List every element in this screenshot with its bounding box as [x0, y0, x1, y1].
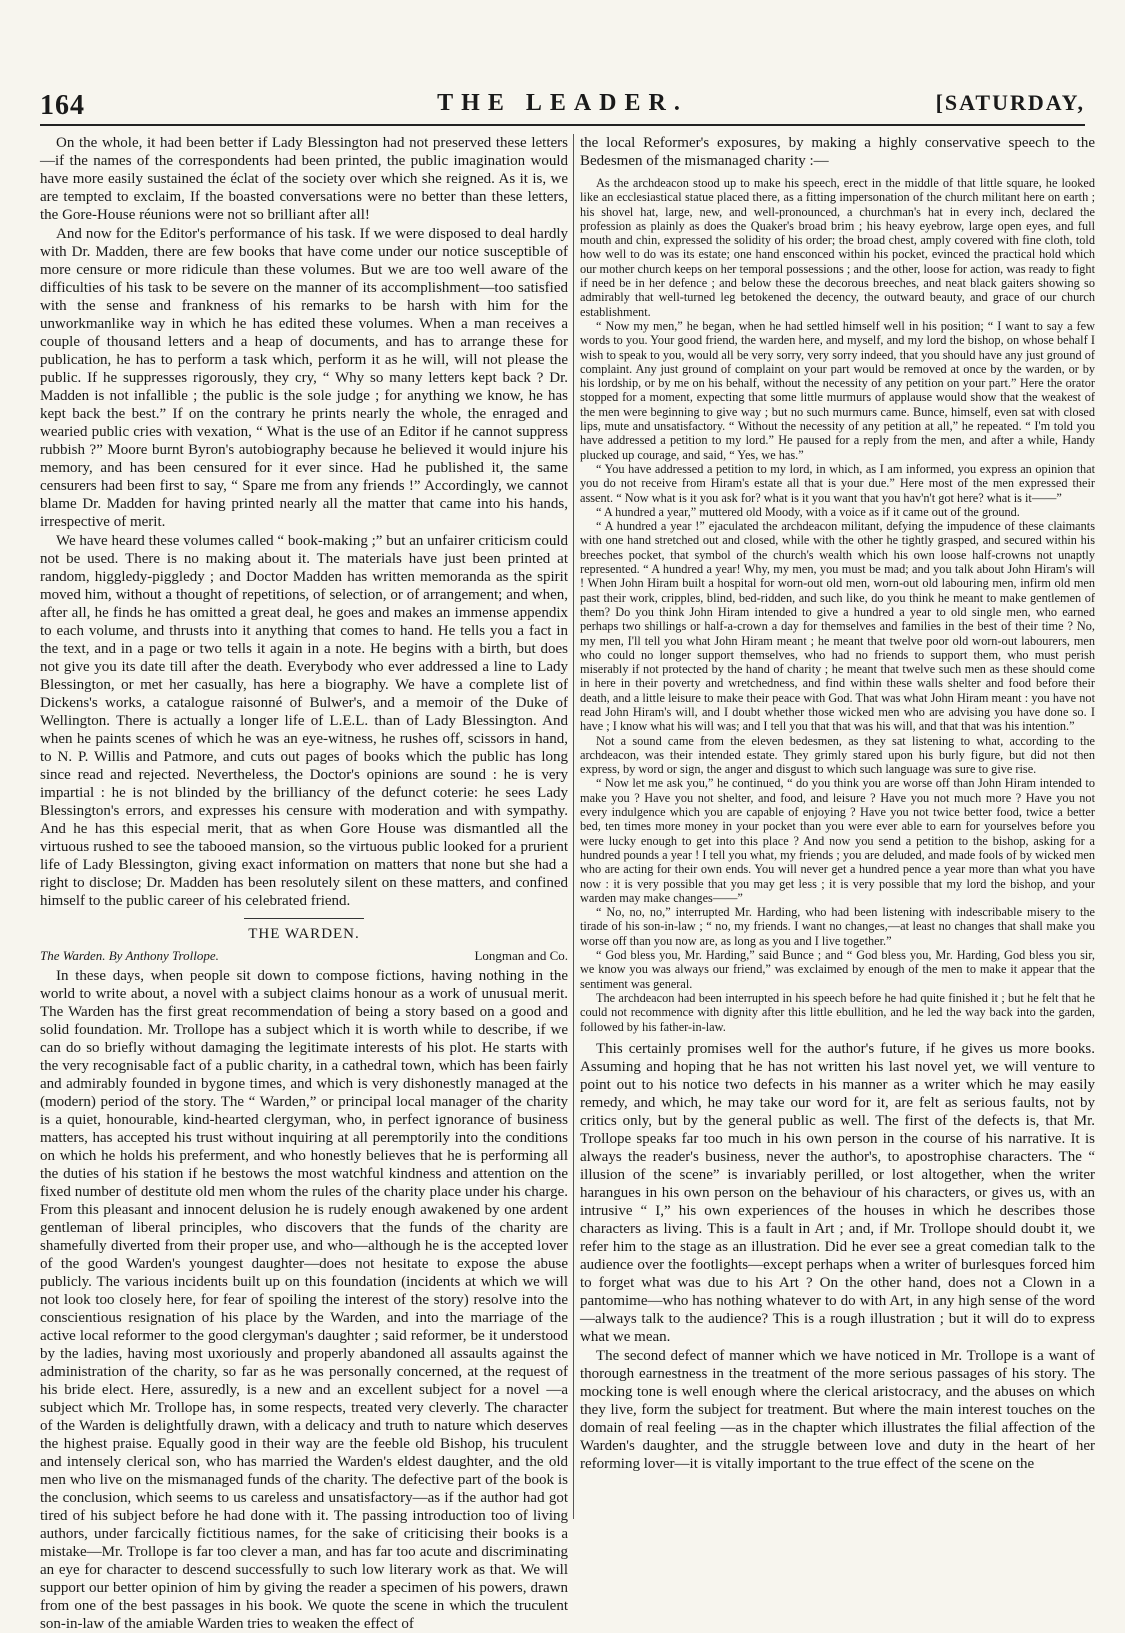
quote-paragraph: As the archdeacon stood up to make his speech, erect in the middle of that little square, he looked like an ecclesiastical statue placed there, as a fitting impersonation of the church militant here on earth ; his shovel hat, large, new, and well-pronounced, a churchman's hat in every inch, declared the profession as plainly as does the Quaker's broad brim ; his heavy eyebrow, large open eyes, and full mouth and chin, expressed the solidity of his order; the broad chest, amply covered with fine cloth, told how well to do was its estate; one hand ensconced within his pocket, evinced the practical hold which our mother church keeps on her temporal possessions ; and the other, loose for action, was ready to fight if need be in her defence ; and below these the decorous breeches, and neat black gaiters showing so admirably that well-turned leg betokened the decency, the outward beauty, and grace of our church establishment. — [580, 176, 1095, 319]
quote-paragraph: Not a sound came from the eleven bedesmen, as they sat listening to what, according to the archdeacon, was their intended estate. They grimly stared upon his burly figure, but did not then express, by word or sign, the anger and disgust to which such language was sure to give rise. — [580, 733, 1095, 777]
column-divider — [573, 134, 574, 1519]
dateline: [SATURDAY, — [935, 90, 1085, 115]
quoted-excerpt — [580, 176, 1095, 1034]
paragraph: the local Reformer's exposures, by making a highly conservative speech to the Bedesmen of the mismanaged charity :— — [580, 135, 1095, 169]
quote-paragraph: “ A hundred a year !” ejaculated the archdeacon militant, defying the impudence of these claimants with one hand stretched out and closed, while with the other he tightly grasped, and secured within his breeches pocket, that symbol of the church's wealth which his own loose half-crowns not unaptly represented. “ A hundred a year! Why, my men, you must be mad; and you talk about John Hiram's will ! When John Hiram built a hospital for worn-out old men, worn-out old labouring men, infirm old men past their work, cripples, blind, bed-ridden, and such like, do you think he meant to make gentlemen of them? Do you think John Hiram intended to give a hundred a year to old single men, who earned perhaps two shillings or half-a-crown a day for themselves and families in the best of their time ? No, my men, I'll tell you what John Hiram meant ; he meant that twelve poor old worn-out labourers, men who could no longer support themselves, who had no friends to support them, who must perish miserably if not protected by the hand of charity ; he meant that twelve such men as these should come in here in their poverty and wretchedness, and find within these walls shelter and food before their death, and a little leisure to make their peace with God. That was what John Hiram meant : you have not read John Hiram's will, and I doubt whether those wicked men who are advising you have done so. I have ; I know what his will was; and I tell you that that was his will, and that that was his intention.” — [580, 519, 1095, 734]
paragraph: The second defect of manner which we have noticed in Mr. Trollope is a want of thorough earnestness in the treatment of the more serious passages of his story. The mocking tone is well enough where the clerical aristocracy, and the abuses on which they live, form the subject for treatment. But where the main interest touches on the domain of real feeling —as in the chapter which illustrates the filial affection of the Warden's daughter, and the struggle between love and duty in the heart of her reforming lover—it is vitally important to the true effect of the scene on the — [580, 1347, 1095, 1472]
section-divider — [244, 918, 364, 919]
right-column — [580, 134, 1095, 1521]
book-title: The Warden. By Anthony Trollope. — [40, 948, 219, 963]
paragraph: On the whole, it had been better if Lady Blessington had not preserved these letters—if the names of the correspondents had been printed, the public imagination would have more easily sustained the éclat of the society over which she reigned. As it is, we are tempted to exclaim, If the boasted conversations were no better than these letters, the Gore-House réunions were not so brilliant after all! — [40, 135, 568, 223]
paragraph: This certainly promises well for the author's future, if he gives us more books. Assuming and hoping that he has not written his last novel yet, we will venture to point out to his notice two defects in his manner as a writer which he may easily remedy, and which, he may take our word for it, are felt as serious faults, not by critics only, but by the general public as well. The first of the defects is, that Mr. Trollope speaks far too much in his own person in the course of his narrative. It is always the reader's business, never the author's, to apostrophise characters. The “ illusion of the scene” is invariably perilled, or lost altogether, when the writer harangues in his own person on the behaviour of his characters, or gives us, with an intrusive “ I,” his own experiences of the houses in which he describes those characters as living. This is a fault in Art ; and, if Mr. Trollope should doubt it, we refer him to the stage as an illustration. Did he ever see a great comedian talk to the audience over the footlights—except perhaps when a writer of burlesques forced him to forget what was due to his Art ? On the other hand, does not a Clown in a pantomime—who has nothing whatever to do with Art, in any high sense of the word—always talk to the audience? This is a rough illustration ; but it will do to express what we mean. — [580, 1040, 1095, 1345]
left-column — [40, 134, 568, 1632]
section-title: THE WARDEN. — [248, 926, 360, 942]
book-reference — [40, 947, 568, 965]
quote-paragraph: “ God bless you, Mr. Harding,” said Bunce ; and “ God bless you, Mr. Harding, God bless you sir, we know you was always our friend,” was exclaimed by enough of the men to make it appear that the sentiment was general. — [580, 948, 1095, 991]
quote-paragraph: “ Now my men,” he began, when he had settled himself well in his position; “ I want to say a few words to you. Your good friend, the warden here, and myself, and my lord the bishop, on whose behalf I wish to speak to you, would all be very sorry, very sorry indeed, that you should have any just ground of complaint. Any just ground of complaint on your part would be removed at once by the warden, or by his lordship, or by me on his behalf, without the necessity of any petition on your part.” Here the orator stopped for a moment, expecting that some little murmurs of applause would show that the weakest of the men were beginning to give way ; but no such murmurs came. Bunce, himself, even sat with closed lips, mute and unsatisfactory. “ Without the necessity of any petition at all,” he repeated. “ I'm told you have addressed a petition to my lord.” He paused for a reply from the men, and after a while, Handy plucked up courage, and said, “ Yes, we has.” — [580, 318, 1095, 462]
quote-paragraph: “ Now let me ask you,” he continued, “ do you think you are worse off than John Hiram intended to make you ? Have you not shelter, and food, and leisure ? Have you not much more ? Have you not every indulgence which you are capable of enjoying ? Have you not twice better food, twice a better bed, ten times more money in your pocket than you were ever able to earn for yourselves before you were lucky enough to get into this place ? And now you send a petition to the bishop, asking for a hundred pounds a year ! I tell you what, my friends ; you are deluded, and made fools of by wicked men who are acting for their own ends. You will never get a hundred pence a year more than what you have now : it is very possible that you may get less ; it is very possible that my lord the bishop, and your warden may make changes——” — [580, 776, 1095, 905]
page-header — [0, 0, 1125, 132]
header-rule — [40, 124, 1085, 126]
paragraph: We have heard these volumes called “ book-making ;” but an unfairer criticism could not be used. There is no making about it. The materials have just been printed at random, higgledy-piggledy ; and Doctor Madden has written memoranda as the spirit moved him, without a thought of repetitions, of selection, or of arrangement; and when, after all, he finds he has omitted a great deal, he goes and makes an immense appendix to each volume, and thrusts into it anything that comes to hand. He tells you a fact in the text, and in a page or two tells it again in a note. He begins with a birth, but does not give you its date till after the death. Everybody who ever addressed a line to Lady Blessington, or met her casually, has here a biography. We have a complete list of Dickens's works, a catalogue raisonné of Bulwer's, and a memoir of the Duke of Wellington. There is actually a longer life of L.E.L. than of Lady Blessington. And when he paints scenes of which he was an eye-witness, he rushes off, scissors in hand, to N. P. Willis and Patmore, and cuts out pages of books which the public has long since read and rejected. Nevertheless, the Doctor's opinions are sound : he is very impartial : he is not blinded by the brilliancy of the defunct coterie: he sees Lady Blessington's errors, and expresses his censure with moderation and with sympathy. And he has this especial merit, that as when Gore House was dismantled all the virtuous rushed to see the tabooed mansion, so the virtuous public looked for a prurient life of Lady Blessington, giving exact information on matters that none but she had a right to disclose; Dr. Madden has been resolutely silent on these matters, and confined himself to the public career of his celebrated friend. — [40, 533, 568, 909]
quote-paragraph: “ No, no, no,” interrupted Mr. Harding, who had been listening with indescribable misery to the tirade of his son-in-law ; “ no, my friends. I want no changes,—at least no changes that shall make you worse off than you now are, as long as you and I live together.” — [580, 905, 1095, 948]
page-number: 164 — [40, 90, 85, 121]
quote-paragraph: “ You have addressed a petition to my lord, in which, as I am informed, you express an opinion that you do not receive from Hiram's estate all that is your due.” Here most of the men expressed their assent. “ Now what is it you ask for? what is it you want that you hav'n't got here? what is it——” — [580, 461, 1095, 505]
paragraph: And now for the Editor's performance of his task. If we were disposed to deal hardly with Dr. Madden, there are few books that have come under our notice susceptible of more censure or more ridicule than these volumes. But we are too well aware of the difficulties of his task to be severe on the manner of its accomplishment—too satisfied with the sense and frankness of his remarks to be harsh with him for the unworkmanlike way in which he has edited these volumes. When a man receives a couple of thousand letters and a heap of documents, and has to arrange these for publication, he has to perform a task which, perform it as he will, will not please the public. If he suppresses rigorously, they cry, “ Why so many letters kept back ? Dr. Madden is not infallible ; the public is the sole judge ; for anything we know, he has kept back the best.” If on the contrary he prints nearly the whole, the enraged and wearied public cries with vexation, “ What is the use of an Editor if he cannot suppress rubbish ?” Moore burnt Byron's autobiography because he believed it would injure his memory, and has been censured for it ever since. Had he published it, the same censurers had been first to say, “ Spare me from any friends !” Accordingly, we cannot blame Dr. Madden for having printed nearly all the matter that came into his hands, irrespective of merit. — [40, 226, 568, 530]
masthead: THE LEADER. — [437, 90, 688, 116]
quote-paragraph: The archdeacon had been interrupted in his speech before he had quite finished it ; but he felt that he could not recommence with dignity after this little ebullition, and he led the way back into the garden, followed by his father-in-law. — [580, 990, 1095, 1034]
paragraph: In these days, when people sit down to compose fictions, having nothing in the world to write about, a novel with a subject claims honour as a work of unusual merit. The Warden has the first great recommendation of being a story based on a good and solid foundation. Mr. Trollope has a subject which it is worth while to describe, if we can do so briefly without damaging the legitimate interests of his plot. He starts with the very recognisable fact of a public charity, in a cathedral town, which has been fairly and admirably founded in bygone times, and which is very dishonestly managed at the (modern) period of the story. The “ Warden,” or principal local manager of the charity is a quiet, honourable, kind-hearted clergyman, who, in perfect ignorance of business matters, has accepted his trust without inquiring at all peremptorily into the conditions on which he holds his preferment, and who honestly believes that he is performing all the duties of his station if he bestows the most watchful kindness and attention on the fixed number of destitute old men whom the rules of the charity place under his charge. From this pleasant and innocent delusion he is rudely enough awakened by one ardent gentleman of liberal principles, who discovers that the funds of the charity are shamefully diverted from their proper use, and who—although he is the accepted lover of the good Warden's youngest daughter—does not hesitate to expose the abuse publicly. The various incidents built up on this foundation (incidents at which we will not look too closely here, for fear of spoiling the interest of the story) resolve into the conscientious resignation of his place by the Warden, and into the marriage of the active local reformer to the good clergyman's daughter ; said reformer, be it understood by the ladies, having most uxoriously and properly abandoned all assaults against the administration of the charity, so far as he was personally concerned, at the request of his bride elect. Here, assuredly, is a new and an excellent subject for a novel —a subject which Mr. Trollope has, in some respects, treated very cleverly. The character of the Warden is delightfully drawn, with a delicacy and truth to nature which deserves the highest praise. Equally good in their way are the feeble old Bishop, his truculent and intensely clerical son, who has married the Warden's eldest daughter, and the old men who live on the mismanaged funds of the charity. The defective part of the book is the conclusion, which seems to us careless and unsatisfactory—as if the author had got tired of his subject before he had done with it. The passing introduction too of living authors, under farcically fictitious names, for the sake of criticising their books is a mistake—Mr. Trollope is far too clever a man, and has far too acute and discriminating an eye for character to descend successfully to such low literary work as that. We will support our better opinion of him by giving the reader a specimen of his powers, drawn from one of the best passages in his book. We quote the scene in which the truculent son-in-law of the amiable Warden tries to weaken the effect of — [40, 968, 568, 1632]
publisher: Longman and Co. — [474, 948, 568, 963]
quote-paragraph: “ A hundred a year,” muttered old Moody, with a voice as if it came out of the ground. — [596, 504, 1020, 519]
